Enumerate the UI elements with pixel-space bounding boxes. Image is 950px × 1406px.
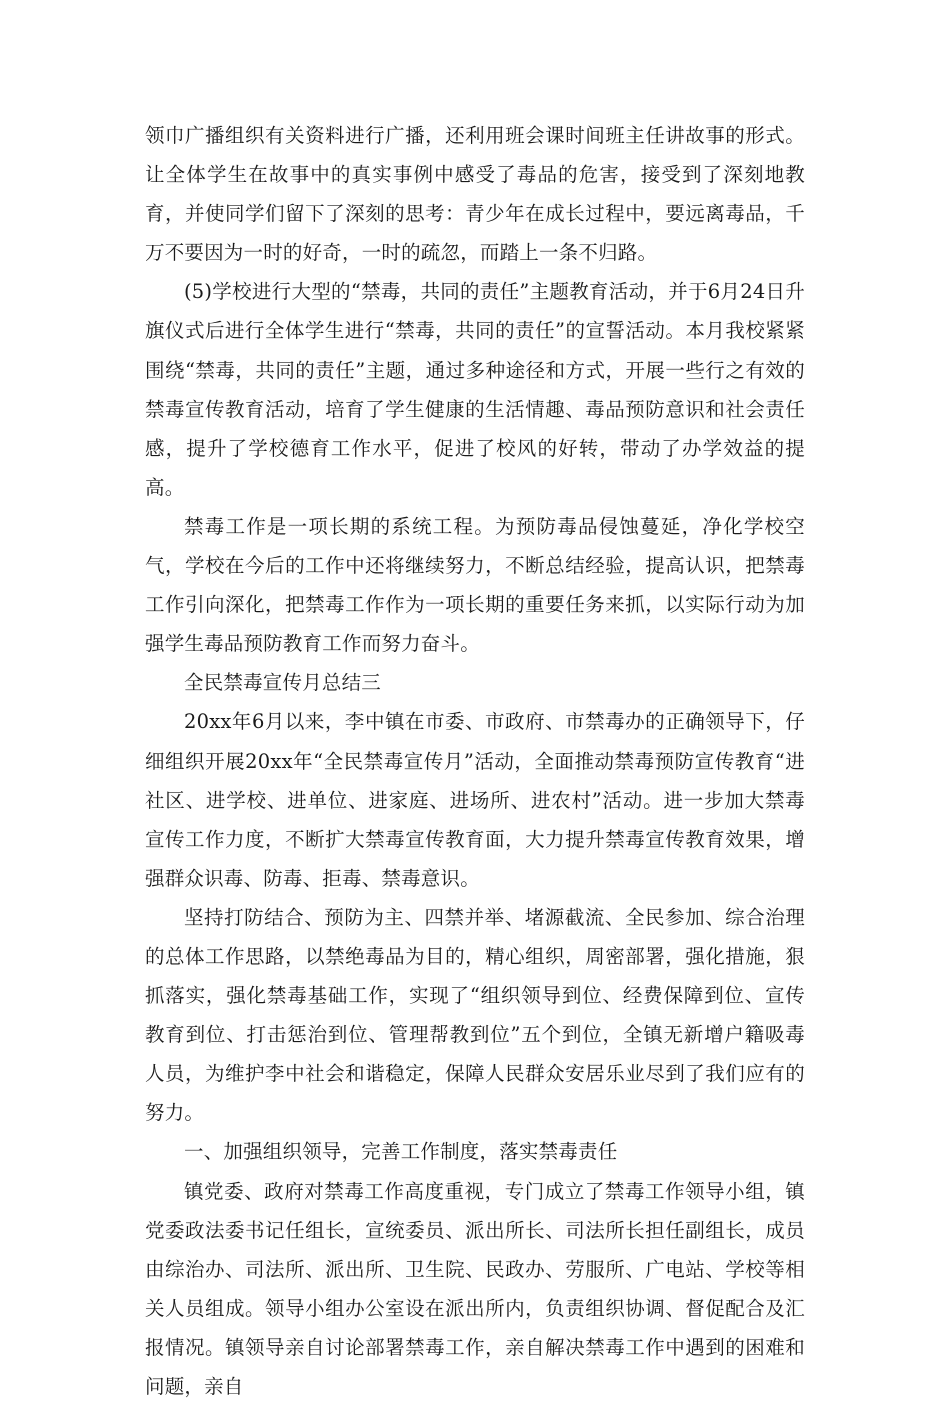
- paragraph-5: 坚持打防结合、预防为主、四禁并举、堵源截流、全民参加、综合治理的总体工作思路，以禁绝毒品为目的，精心组织，周密部署，强化措施，狠抓落实，强化禁毒基础工作，实现了“组织领导到位、经费保障到位、宣传教育到位、打击惩治到位、管理帮教到位”五个到位，全镇无新增户籍吸毒人员，为维护李中社会和谐稳定，保障人民群众安居乐业尽到了我们应有的努力。: [145, 905, 805, 1125]
- paragraph-1: 领巾广播组织有关资料进行广播，还利用班会课时间班主任讲故事的形式。让全体学生在故事中的真实事例中感受了毒品的危害，接受到了深刻地教育，并使同学们留下了深刻的思考：青少年在成长过程中，要远离毒品，千万不要因为一时的好奇，一时的疏忽，而踏上一条不归路。: [145, 124, 805, 265]
- paragraph-4: 20xx年6月以来，李中镇在市委、市政府、市禁毒办的正确领导下，仔细组织开展20xx年“全民禁毒宣传月”活动，全面推动禁毒预防宣传教育“进社区、进学校、进单位、进家庭、进场所、进农村”活动。进一步加大禁毒宣传工作力度，不断扩大禁毒宣传教育面，大力提升禁毒宣传教育效果，增强群众识毒、防毒、拒毒、禁毒意识。: [145, 710, 805, 890]
- paragraph-3: 禁毒工作是一项长期的系统工程。为预防毒品侵蚀蔓延，净化学校空气，学校在今后的工作中还将继续努力，不断总结经验，提高认识，把禁毒工作引向深化，把禁毒工作作为一项长期的重要任务来抓，以实际行动为加强学生毒品预防教育工作而努力奋斗。: [145, 514, 805, 656]
- section-title: 全民禁毒宣传月总结三: [184, 671, 382, 695]
- paragraph-2: (5)学校进行大型的“禁毒，共同的责任”主题教育活动，并于6月24日升旗仪式后进行全体学生进行“禁毒，共同的责任”的宣誓活动。本月我校紧紧围绕“禁毒，共同的责任”主题，通过多种途径和方式，开展一些行之有效的禁毒宣传教育活动，培育了学生健康的生活情趣、毒品预防意识和社会责任感，提升了学校德育工作水平，促进了校风的好转，带动了办学效益的提高。: [145, 280, 805, 499]
- document-body: [145, 116, 805, 1406]
- subsection-heading: 一、加强组织领导，完善工作制度，落实禁毒责任: [184, 1140, 618, 1164]
- paragraph-6: 镇党委、政府对禁毒工作高度重视，专门成立了禁毒工作领导小组，镇党委政法委书记任组长，宣统委员、派出所长、司法所长担任副组长，成员由综治办、司法所、派出所、卫生院、民政办、劳服所、广电站、学校等相关人员组成。领导小组办公室设在派出所内，负责组织协调、督促配合及汇报情况。镇领导亲自讨论部署禁毒工作，亲自解决禁毒工作中遇到的困难和问题，亲自: [145, 1179, 805, 1398]
